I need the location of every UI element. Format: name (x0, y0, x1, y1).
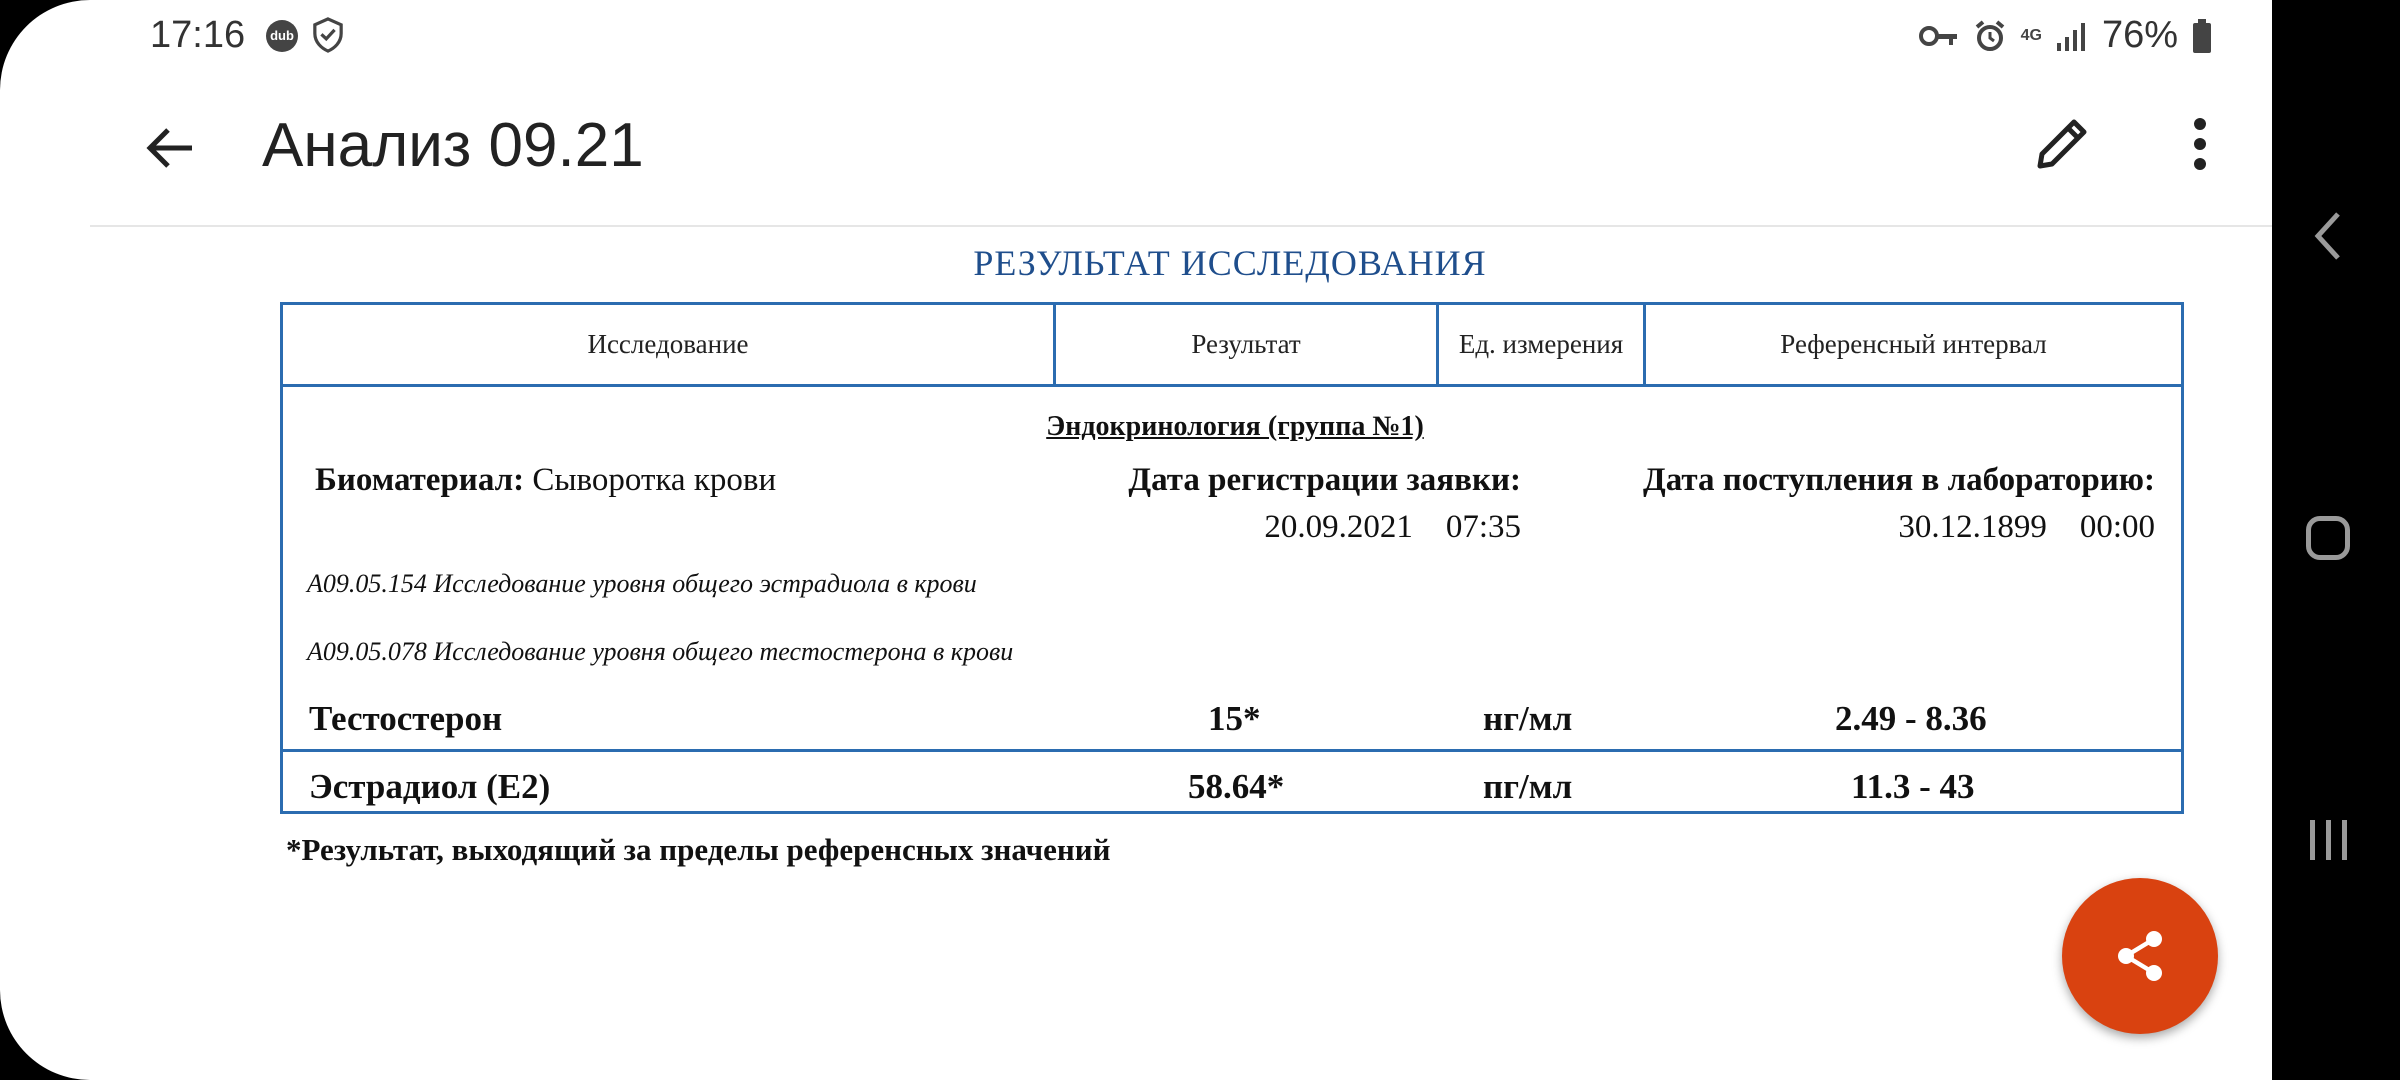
results-table (280, 302, 2184, 814)
signal-icon (2056, 21, 2088, 51)
test-code: A09.05.078 Исследование уровня общего тестостерона в крови (307, 637, 1014, 666)
biomaterial (315, 462, 776, 499)
footnote: *Результат, выходящий за пределы референсных значений (286, 832, 1111, 867)
lab-date-label: Дата поступления в лабораторию: (1643, 462, 2155, 498)
share-button[interactable] (2062, 878, 2218, 1034)
share-icon (2112, 928, 2168, 984)
registration-date-value: 20.09.2021 07:35 (1264, 509, 1521, 545)
document-view (0, 230, 2272, 1080)
test-unit: нг/мл (1483, 699, 1573, 738)
biomaterial-label: Биоматериал: (315, 462, 525, 498)
status-time: 17:16 (150, 14, 246, 56)
lab-date-value: 30.12.1899 00:00 (1898, 509, 2155, 545)
network-type: 4G (2020, 26, 2042, 44)
test-range: 11.3 - 43 (1851, 767, 1975, 806)
pencil-icon[interactable] (2030, 112, 2094, 176)
dub-icon: dub (266, 20, 298, 52)
vpn-key-icon (1919, 23, 1959, 49)
column-header: Ед. измерения (1458, 329, 1624, 359)
test-unit: пг/мл (1483, 767, 1573, 806)
battery-icon (2192, 19, 2212, 53)
row-divider (283, 749, 2181, 752)
status-bar (0, 0, 2272, 70)
test-name: Тестостерон (309, 699, 503, 738)
registration-date-label: Дата регистрации заявки: (1128, 462, 1521, 498)
test-result: 58.64* (1188, 767, 1285, 806)
app-bar-divider (90, 225, 2272, 227)
test-result: 15* (1208, 699, 1261, 738)
column-header: Референсный интервал (1780, 329, 2047, 359)
test-code: A09.05.154 Исследование уровня общего эстрадиола в крови (307, 569, 977, 598)
table-row (283, 689, 2181, 749)
nav-back-icon[interactable] (2310, 210, 2346, 262)
status-right (1919, 14, 2212, 57)
alarm-icon (1973, 19, 2007, 53)
more-vert-icon[interactable] (2180, 112, 2220, 176)
battery-percent: 76% (2101, 14, 2178, 56)
table-header (283, 305, 2181, 387)
arrow-left-icon[interactable] (140, 118, 200, 178)
column-header: Исследование (587, 329, 749, 359)
page-title: Анализ 09.21 (262, 111, 644, 180)
column-header: Результат (1191, 329, 1301, 359)
document-heading: РЕЗУЛЬТАТ ИССЛЕДОВАНИЯ (973, 243, 1487, 283)
group-title: Эндокринология (группа №1) (1046, 411, 1424, 442)
test-name: Эстрадиол (E2) (309, 767, 551, 806)
table-row (283, 757, 2181, 817)
biomaterial-value: Сыворотка крови (532, 462, 777, 498)
shield-check-icon (310, 16, 346, 54)
test-range: 2.49 - 8.36 (1835, 699, 1987, 738)
nav-home-icon[interactable] (2306, 516, 2350, 560)
nav-recents-icon[interactable] (2308, 818, 2350, 862)
